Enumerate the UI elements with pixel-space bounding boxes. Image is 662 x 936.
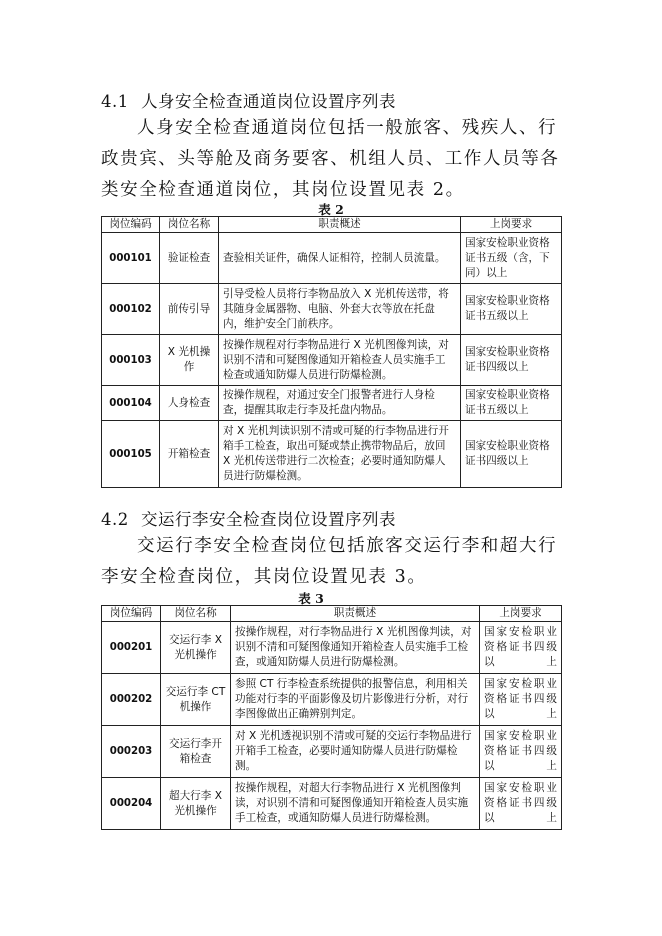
- paragraph-text: 交运行李安全检查岗位包括旅客交运行李和超大行李安全检查岗位，其岗位设置见表 3。: [101, 536, 558, 587]
- table-row: [102, 284, 562, 335]
- column-header: 岗位编码: [102, 606, 161, 622]
- post-description: 按操作规程，对超大行李物品进行 X 光机图像判读，对识别不清和可疑图像通知开箱检查人员实施手工检查，或通知防爆人员进行防爆检测。: [231, 778, 480, 830]
- table-row: [102, 622, 562, 674]
- table-3: [101, 605, 562, 830]
- post-requirement: 国家安检职业资格证书五级以上: [461, 284, 562, 335]
- column-header: 上岗要求: [480, 606, 562, 622]
- post-requirement: 国家安检职业资格证书五级以上: [461, 386, 562, 421]
- section-number: 4.1: [101, 92, 129, 111]
- section-paragraph-4-2: [101, 531, 571, 593]
- post-description: 按操作规程，对通过安全门报警者进行人身检查，提醒其取走行李及托盘内物品。: [219, 386, 461, 421]
- post-name: 超大行李 X 光机操作: [161, 778, 231, 830]
- column-header: 职责概述: [219, 217, 461, 233]
- table-row: [102, 233, 562, 284]
- column-header: 职责概述: [231, 606, 480, 622]
- table-row: [102, 386, 562, 421]
- post-name: 开箱检查: [160, 421, 219, 488]
- post-code: 000103: [102, 335, 160, 386]
- section-number: 4.2: [101, 510, 129, 529]
- post-name: 验证检查: [160, 233, 219, 284]
- post-code: 000204: [102, 778, 161, 830]
- post-requirement: 国家安检职业资格证书四级以上: [461, 335, 562, 386]
- post-description: 引导受检人员将行李物品放入 X 光机传送带，将其随身金属器物、电脑、外套大衣等放在托盘内，维护安全门前秩序。: [219, 284, 461, 335]
- post-description: 对 X 光机判读识别不清或可疑的行李物品进行开箱手工检查，取出可疑或禁止携带物品后，放回 X 光机传送带进行二次检查；必要时通知防爆人员进行防爆检测。: [219, 421, 461, 488]
- column-header: 上岗要求: [461, 217, 562, 233]
- section-heading-4-1: [101, 88, 396, 112]
- post-description: 按操作规程对行李物品进行 X 光机图像判读，对识别不清和可疑图像通知开箱检查人员实施手工检查或通知防爆人员进行防爆检测。: [219, 335, 461, 386]
- table-2: [101, 216, 562, 488]
- post-requirement: 国家安检职业资格证书四级以上: [480, 622, 562, 674]
- post-name: 交运行李 X 光机操作: [161, 622, 231, 674]
- column-header: 岗位编码: [102, 217, 160, 233]
- table-caption-3: 表 3: [298, 591, 324, 606]
- section-paragraph-4-1: [101, 113, 571, 206]
- table-header-row: [102, 606, 562, 622]
- column-header: 岗位名称: [160, 217, 219, 233]
- post-code: 000104: [102, 386, 160, 421]
- table-row: [102, 674, 562, 726]
- post-description: 查验相关证件，确保人证相符，控制人员流量。: [219, 233, 461, 284]
- table-header-row: [102, 217, 562, 233]
- post-description: 参照 CT 行李检查系统提供的报警信息，利用相关功能对行李的平面影像及切片影像进行分析，对行李图像做出正确辨别判定。: [231, 674, 480, 726]
- section-heading-4-2: [101, 506, 396, 530]
- post-code: 000102: [102, 284, 160, 335]
- column-header: 岗位名称: [161, 606, 231, 622]
- post-name: 前传引导: [160, 284, 219, 335]
- post-description: 对 X 光机透视识别不清或可疑的交运行李物品进行开箱手工检查，必要时通知防爆人员进行防爆检测。: [231, 726, 480, 778]
- post-name: 交运行李开箱检查: [161, 726, 231, 778]
- table-row: [102, 335, 562, 386]
- section-title: 交运行李安全检查岗位设置序列表: [141, 510, 396, 529]
- post-requirement: 国家安检职业资格证书五级（含，下同）以上: [461, 233, 562, 284]
- post-requirement: 国家安检职业资格证书四级以上: [480, 726, 562, 778]
- table-row: [102, 726, 562, 778]
- post-name: X 光机操作: [160, 335, 219, 386]
- table-row: [102, 778, 562, 830]
- post-requirement: 国家安检职业资格证书四级以上: [480, 674, 562, 726]
- post-code: 000201: [102, 622, 161, 674]
- table-row: [102, 421, 562, 488]
- section-title: 人身安全检查通道岗位设置序列表: [141, 92, 396, 111]
- post-requirement: 国家安检职业资格证书四级以上: [461, 421, 562, 488]
- post-code: 000202: [102, 674, 161, 726]
- post-code: 000105: [102, 421, 160, 488]
- post-name: 人身检查: [160, 386, 219, 421]
- post-name: 交运行李 CT 机操作: [161, 674, 231, 726]
- post-requirement: 国家安检职业资格证书四级以上: [480, 778, 562, 830]
- post-code: 000203: [102, 726, 161, 778]
- post-code: 000101: [102, 233, 160, 284]
- table-caption-2: 表 2: [318, 202, 344, 217]
- post-description: 按操作规程，对行李物品进行 X 光机图像判读，对识别不清和可疑图像通知开箱检查人员实施手工检查，或通知防爆人员进行防爆检测。: [231, 622, 480, 674]
- paragraph-text: 人身安全检查通道岗位包括一般旅客、残疾人、行政贵宾、头等舱及商务要客、机组人员、工作人员等各类安全检查通道岗位，其岗位设置见表 2。: [101, 118, 560, 200]
